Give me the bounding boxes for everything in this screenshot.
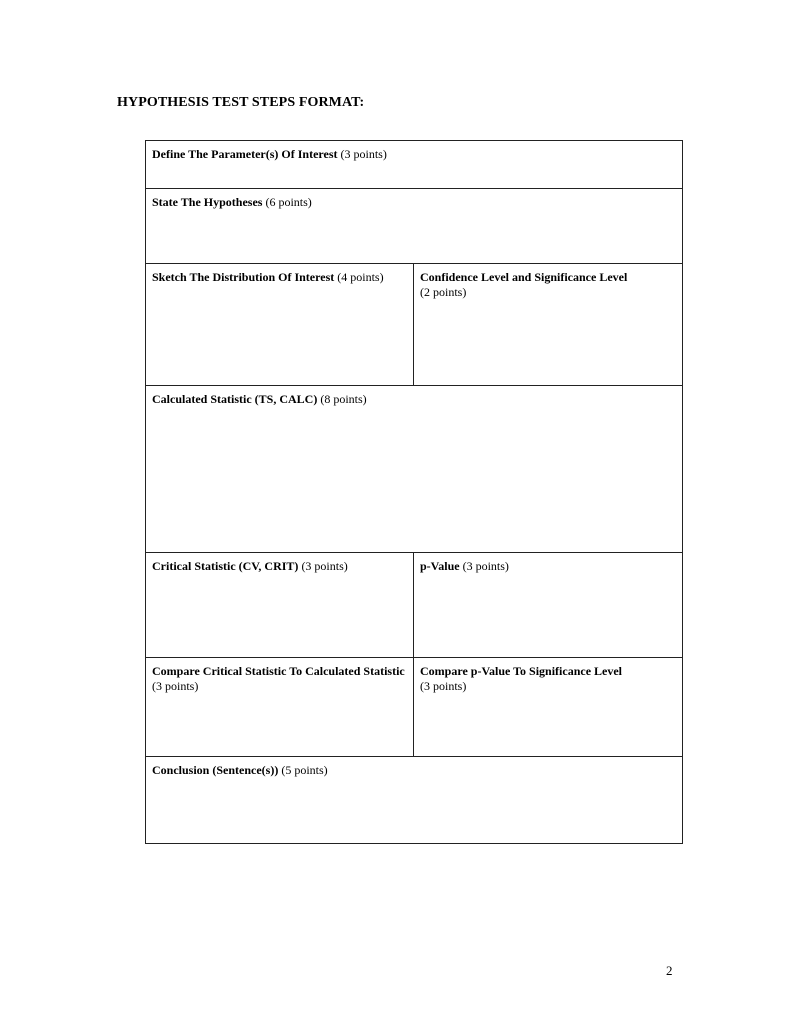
pvalue-points: (3 points): [462, 559, 509, 573]
sketch-cell[interactable]: [146, 264, 414, 386]
pvalue-label: p-Value: [420, 559, 460, 573]
table-row: [146, 757, 683, 844]
compare-critical-label: Compare Critical Statistic To Calculated Statistic: [152, 664, 405, 678]
table-row: [146, 658, 683, 757]
calculated-points: (8 points): [320, 392, 367, 406]
hypotheses-label: State The Hypotheses: [152, 195, 263, 209]
compare-critical-points: (3 points): [152, 679, 199, 693]
hypotheses-points: (6 points): [265, 195, 312, 209]
calculated-cell[interactable]: [146, 386, 683, 553]
compare-pvalue-points: (3 points): [420, 679, 467, 693]
pvalue-cell[interactable]: [414, 553, 683, 658]
parameter-label: Define The Parameter(s) Of Interest: [152, 147, 338, 161]
sketch-label: Sketch The Distribution Of Interest: [152, 270, 335, 284]
hypotheses-cell[interactable]: [146, 189, 683, 264]
compare-pvalue-label: Compare p-Value To Significance Level: [420, 664, 623, 678]
compare-critical-cell[interactable]: [146, 658, 414, 757]
conclusion-cell[interactable]: [146, 757, 683, 844]
table-row: [146, 189, 683, 264]
confidence-cell[interactable]: [414, 264, 683, 386]
page-title: HYPOTHESIS TEST STEPS FORMAT:: [117, 95, 365, 110]
table-row: [146, 553, 683, 658]
conclusion-points: (5 points): [281, 763, 328, 777]
critical-cell[interactable]: [146, 553, 414, 658]
table-row: [146, 141, 683, 189]
compare-pvalue-cell[interactable]: [414, 658, 683, 757]
parameter-points: (3 points): [340, 147, 387, 161]
calculated-label: Calculated Statistic (TS, CALC): [152, 392, 318, 406]
confidence-label: Confidence Level and Significance Level: [420, 270, 628, 284]
conclusion-label: Conclusion (Sentence(s)): [152, 763, 279, 777]
critical-label: Critical Statistic (CV, CRIT): [152, 559, 299, 573]
table-row: [146, 386, 683, 553]
hypothesis-test-table: [145, 140, 683, 844]
sketch-points: (4 points): [337, 270, 384, 284]
table-row: [146, 264, 683, 386]
confidence-points: (2 points): [420, 285, 467, 299]
critical-points: (3 points): [301, 559, 348, 573]
parameter-cell[interactable]: [146, 141, 683, 189]
page-number: 2: [666, 963, 673, 978]
